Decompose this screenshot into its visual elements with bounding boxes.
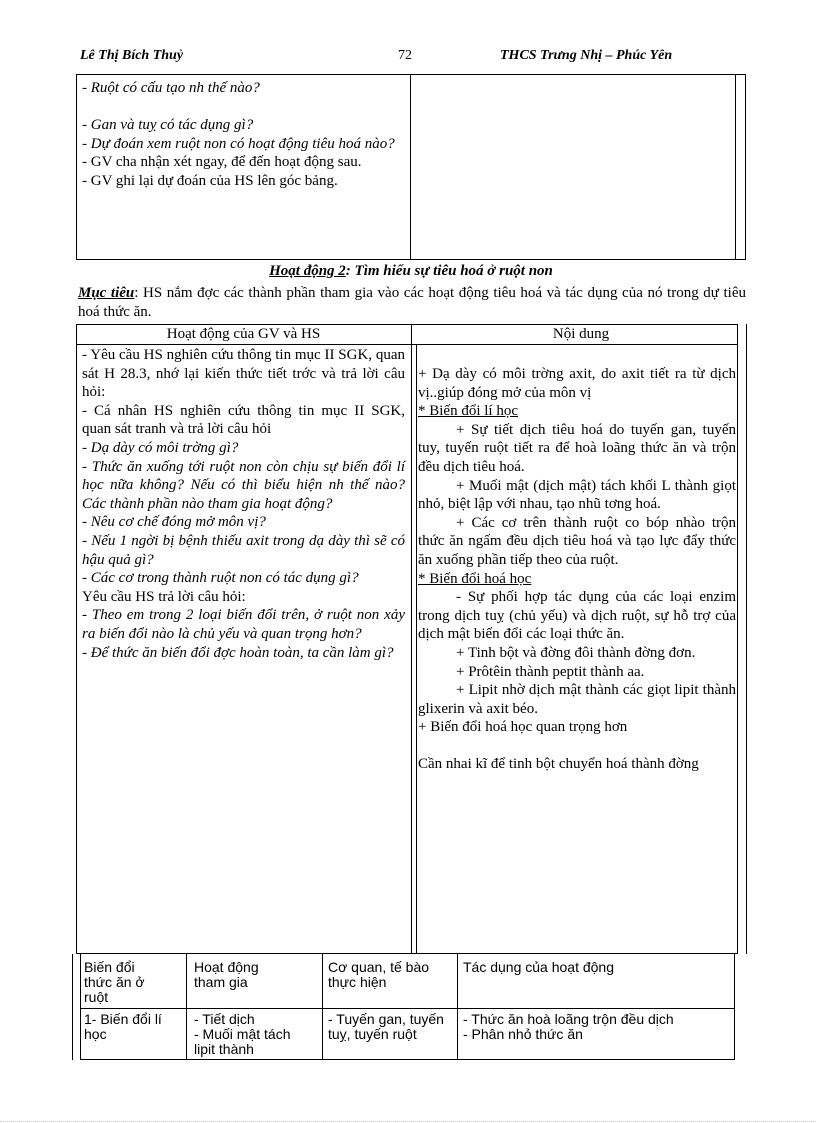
main-right-column	[416, 365, 746, 774]
right-r9: + Biến đổi hoá học quan trọng hơn	[418, 719, 628, 736]
col-header-activity: Hoạt động của GV và HS	[166, 326, 321, 342]
right-r8: + Lipit nhờ dịch mật thành các giọt lipit thành glixerin và axit béo.	[418, 682, 736, 717]
header-school: THCS Trưng Nhị – Phúc Yên	[500, 48, 673, 63]
left-q6: - Theo em trong 2 loại biến đổi trên, ở ruột non xảy ra biến đổi nào là chủ yếu và quan trọng hơn?	[82, 607, 405, 642]
col-header-content: Nội dung	[552, 326, 610, 342]
right-r10: Cần nhai kĩ để tinh bột chuyển hoá thành đờng	[418, 756, 699, 773]
right-r5: - Sự phối hợp tác dụng của các loại enzim trong dịch tuỵ (chủ yếu) và dịch ruột, sự hỗ trợ của dịch mật biến đổi các loại thức ăn.	[418, 589, 736, 643]
activity-2-heading	[76, 262, 746, 281]
page-number: 72	[398, 48, 412, 63]
top-line-3: - Gan và tuỵ có tác dụng gì?	[82, 117, 254, 134]
right-r1: + Dạ dày có môi trờng axit, do axit tiết ra từ dịch vị..giúp đóng mở của môn vị	[418, 366, 736, 401]
objective-text: : HS nắm đợc các thành phần tham gia vào các hoạt động tiêu hoá và tác dụng của nó trong dự tiêu hoá thức ăn.	[78, 285, 746, 320]
top-line-6: - GV ghi lại dự đoán của HS lên góc bảng.	[82, 172, 338, 189]
right-r6: + Tinh bột và đờng đôi thành đờng đơn.	[456, 644, 696, 661]
left-l2: - Cá nhân HS nghiên cứu thông tin mục II SGK, quan sát tranh và trả lời câu hỏi	[82, 402, 405, 438]
right-r7: + Prôtêin thành peptit thành aa.	[456, 663, 645, 680]
left-q7: - Để thức ăn biến đổi đợc hoàn toàn, ta cần làm gì?	[82, 644, 394, 661]
top-line-4: - Dự đoán xem ruột non có hoạt động tiêu hoá nào?	[82, 135, 395, 152]
bottom-header-1: Biến đổi thức ăn ở ruột	[84, 959, 145, 1005]
left-q5: - Các cơ trong thành ruột non có tác dụng gì?	[82, 570, 359, 587]
top-line-1: - Ruột có cấu tạo nh thế nào?	[82, 80, 260, 96]
bottom-header-2: Hoạt động tham gia	[194, 959, 259, 990]
left-l3: Yêu cầu HS trả lời câu hỏi:	[82, 588, 246, 605]
left-q1: - Dạ dày có môi trờng gì?	[82, 439, 239, 456]
right-r3: + Muối mật (dịch mật) tách khối L thành giọt nhỏ, biệt lập với nhau, tạo nhũ tơng hoá.	[418, 477, 736, 513]
right-h2: * Biến đổi hoá học	[418, 570, 532, 587]
bottom-row1-col2: - Tiết dịch - Muối mật tách lipit thành	[194, 1012, 291, 1057]
bottom-header-4: Tác dụng của hoạt động	[463, 959, 615, 975]
bottom-row1-col4: - Thức ăn hoà loãng trộn đều dịch - Phân nhỏ thức ăn	[463, 1011, 674, 1042]
main-left-column	[76, 346, 411, 662]
bottom-row1-col3: - Tuyến gan, tuyến tuỵ, tuyến ruột	[328, 1012, 444, 1042]
bottom-row1-col1: 1- Biến đổi lí học	[84, 1011, 162, 1042]
objective-label: Mục tiêu	[78, 285, 135, 301]
right-r4: + Các cơ trên thành ruột co bóp nhào trộn thức ăn ngấm đều dịch tiêu hoá và tạo lực đẩy thức ăn xuống phần tiếp theo của ruột.	[418, 514, 736, 568]
activity-2-title: Hoạt động 2	[269, 263, 346, 279]
left-q2: - Thức ăn xuống tới ruột non còn chịu sự biến đổi lí học nữa không? Nếu có thì biểu hiện nh thế nào? Các thành phần nào tham gia hoạt động?	[82, 458, 405, 512]
top-table-left	[76, 79, 410, 191]
bottom-header-3: Cơ quan, tế bào thực hiện	[328, 959, 430, 990]
left-q3: - Nêu cơ chế đóng mở môn vị?	[82, 514, 266, 531]
right-r2: + Sự tiết dịch tiêu hoá do tuyến gan, tuyến tuy, tuyến ruột tiết ra để hoà loãng thức ăn và trộn đều dịch tiêu hoá.	[418, 421, 736, 475]
top-line-5: - GV cha nhận xét ngay, để đến hoạt động sau.	[82, 154, 362, 171]
left-l1: - Yêu cầu HS nghiên cứu thông tin mục II SGK, quan sát H 28.3, nhớ lại kiến thức tiết trớc và trả lời câu hỏi:	[82, 347, 405, 401]
objective	[76, 284, 746, 321]
left-q4: - Nếu 1 ngời bị bệnh thiếu axit trong dạ dày thì sẽ có hậu quả gì?	[82, 532, 405, 568]
activity-2-title-rest: : Tìm hiểu sự tiêu hoá ở ruột non	[345, 263, 553, 279]
right-h1: * Biến đổi lí học	[418, 403, 518, 420]
header-author: Lê Thị Bích Thuỷ	[80, 48, 184, 63]
